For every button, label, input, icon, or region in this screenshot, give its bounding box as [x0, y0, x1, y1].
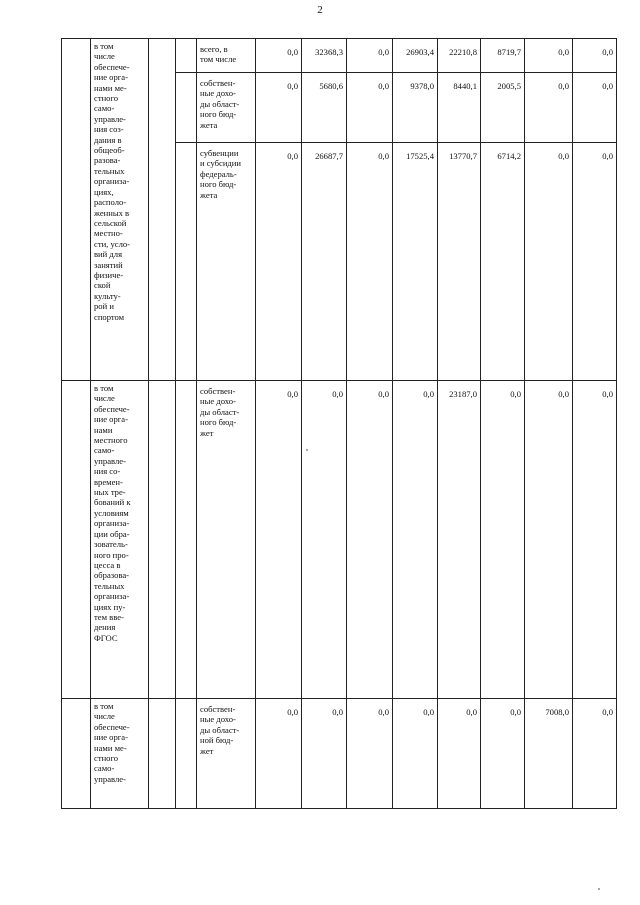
amount-value: 17525,4 — [406, 151, 434, 161]
amount-cell — [256, 39, 302, 73]
funding-source: всего, в том числе — [197, 39, 256, 73]
empty-cell — [176, 143, 197, 381]
amount-value: 8719,7 — [497, 47, 521, 57]
amount-value: 5680,6 — [319, 81, 343, 91]
amount-value: 0,0 — [558, 151, 569, 161]
amount-value: 26687,7 — [315, 151, 343, 161]
amount-value: 0,0 — [558, 81, 569, 91]
empty-cell — [176, 39, 197, 73]
amount-cell — [573, 699, 617, 809]
amount-value: 0,0 — [602, 389, 613, 399]
funding-source: собствен- ные дохо- ды област- ного бюд- жет — [197, 381, 256, 699]
amount-cell — [481, 73, 525, 143]
amount-cell — [525, 39, 573, 73]
amount-value: 0,0 — [602, 151, 613, 161]
amount-cell — [347, 39, 393, 73]
amount-value: 0,0 — [558, 47, 569, 57]
funding-source: собствен- ные дохо- ды област- ной бюд- жет — [197, 699, 256, 809]
amount-value: 0,0 — [378, 151, 389, 161]
amount-cell — [438, 381, 481, 699]
funding-source: субвенции и субсидии федераль- ного бюд- жета — [197, 143, 256, 381]
measure-description: в том числе обеспече- ние орга- нами ме- стного само- управле- — [91, 699, 149, 809]
amount-value: 9378,0 — [410, 81, 434, 91]
amount-cell — [525, 699, 573, 809]
amount-value: 0,0 — [602, 81, 613, 91]
amount-cell — [481, 699, 525, 809]
amount-value: 0,0 — [378, 81, 389, 91]
funding-source: собствен- ные дохо- ды област- ного бюд- жета — [197, 73, 256, 143]
empty-cell — [62, 39, 91, 381]
amount-cell — [525, 381, 573, 699]
amount-cell — [347, 381, 393, 699]
amount-cell — [393, 143, 438, 381]
empty-cell — [149, 381, 176, 699]
amount-cell — [347, 143, 393, 381]
amount-cell — [481, 39, 525, 73]
amount-cell — [481, 143, 525, 381]
amount-value: 32368,3 — [315, 47, 343, 57]
amount-value: 23187,0 — [449, 389, 477, 399]
amount-value: 0,0 — [510, 707, 521, 717]
amount-cell — [481, 381, 525, 699]
page-number: 2 — [317, 4, 323, 16]
amount-value: 26903,4 — [406, 47, 434, 57]
budget-table — [61, 38, 617, 809]
amount-value: 0,0 — [378, 707, 389, 717]
empty-cell — [176, 699, 197, 809]
scan-artifact — [598, 888, 600, 890]
amount-cell — [438, 39, 481, 73]
amount-cell — [302, 699, 347, 809]
amount-cell — [393, 699, 438, 809]
amount-cell — [438, 143, 481, 381]
amount-value: 6714,2 — [497, 151, 521, 161]
amount-cell — [302, 39, 347, 73]
amount-value: 0,0 — [287, 81, 298, 91]
amount-value: 22210,8 — [449, 47, 477, 57]
amount-value: 0,0 — [332, 389, 343, 399]
amount-value: 2005,5 — [497, 81, 521, 91]
amount-cell — [525, 73, 573, 143]
amount-cell — [256, 143, 302, 381]
empty-cell — [176, 381, 197, 699]
amount-cell — [393, 381, 438, 699]
amount-value: 0,0 — [332, 707, 343, 717]
amount-value: 0,0 — [287, 389, 298, 399]
empty-cell — [62, 381, 91, 699]
amount-value: 0,0 — [602, 47, 613, 57]
amount-cell — [256, 699, 302, 809]
amount-cell — [573, 73, 617, 143]
amount-cell — [256, 381, 302, 699]
amount-value: 0,0 — [287, 707, 298, 717]
amount-value: 0,0 — [423, 389, 434, 399]
empty-cell — [149, 39, 176, 381]
amount-value: 0,0 — [287, 151, 298, 161]
amount-value: 0,0 — [423, 707, 434, 717]
amount-value: 0,0 — [287, 47, 298, 57]
amount-cell — [302, 73, 347, 143]
amount-cell — [525, 143, 573, 381]
amount-cell — [302, 143, 347, 381]
scan-artifact — [306, 449, 308, 451]
amount-cell — [393, 73, 438, 143]
amount-cell — [573, 143, 617, 381]
table-row — [62, 699, 617, 809]
amount-value: 0,0 — [602, 707, 613, 717]
measure-description: в том числе обеспече- ние орга- нами ме- стного само- управле- ния соз- дания в общеоб- разова- тельных организа- циях, располо- женных в сельской местно- сти, усло- вий для занятий физиче- ской культу- рой и спортом — [91, 39, 149, 381]
amount-cell — [393, 39, 438, 73]
empty-cell — [176, 73, 197, 143]
amount-cell — [347, 73, 393, 143]
amount-cell — [573, 39, 617, 73]
amount-value: 0,0 — [558, 389, 569, 399]
amount-cell — [573, 381, 617, 699]
table-row — [62, 39, 617, 73]
amount-value: 0,0 — [466, 707, 477, 717]
amount-value: 7008,0 — [545, 707, 569, 717]
amount-cell — [256, 73, 302, 143]
table-row — [62, 381, 617, 699]
amount-value: 0,0 — [378, 47, 389, 57]
amount-cell — [438, 73, 481, 143]
amount-cell — [302, 381, 347, 699]
empty-cell — [62, 699, 91, 809]
amount-value: 13770,7 — [449, 151, 477, 161]
amount-cell — [347, 699, 393, 809]
amount-value: 8440,1 — [453, 81, 477, 91]
measure-description: в том числе обеспече- ние орга- нами местного само- управле- ния со- времен- ных тре- бований к условиям организа- ции обра- зователь- ного про- цесса в образова- тельных организа- циях пу- тем вве- дения ФГОС — [91, 381, 149, 699]
amount-value: 0,0 — [378, 389, 389, 399]
amount-value: 0,0 — [510, 389, 521, 399]
amount-cell — [438, 699, 481, 809]
empty-cell — [149, 699, 176, 809]
